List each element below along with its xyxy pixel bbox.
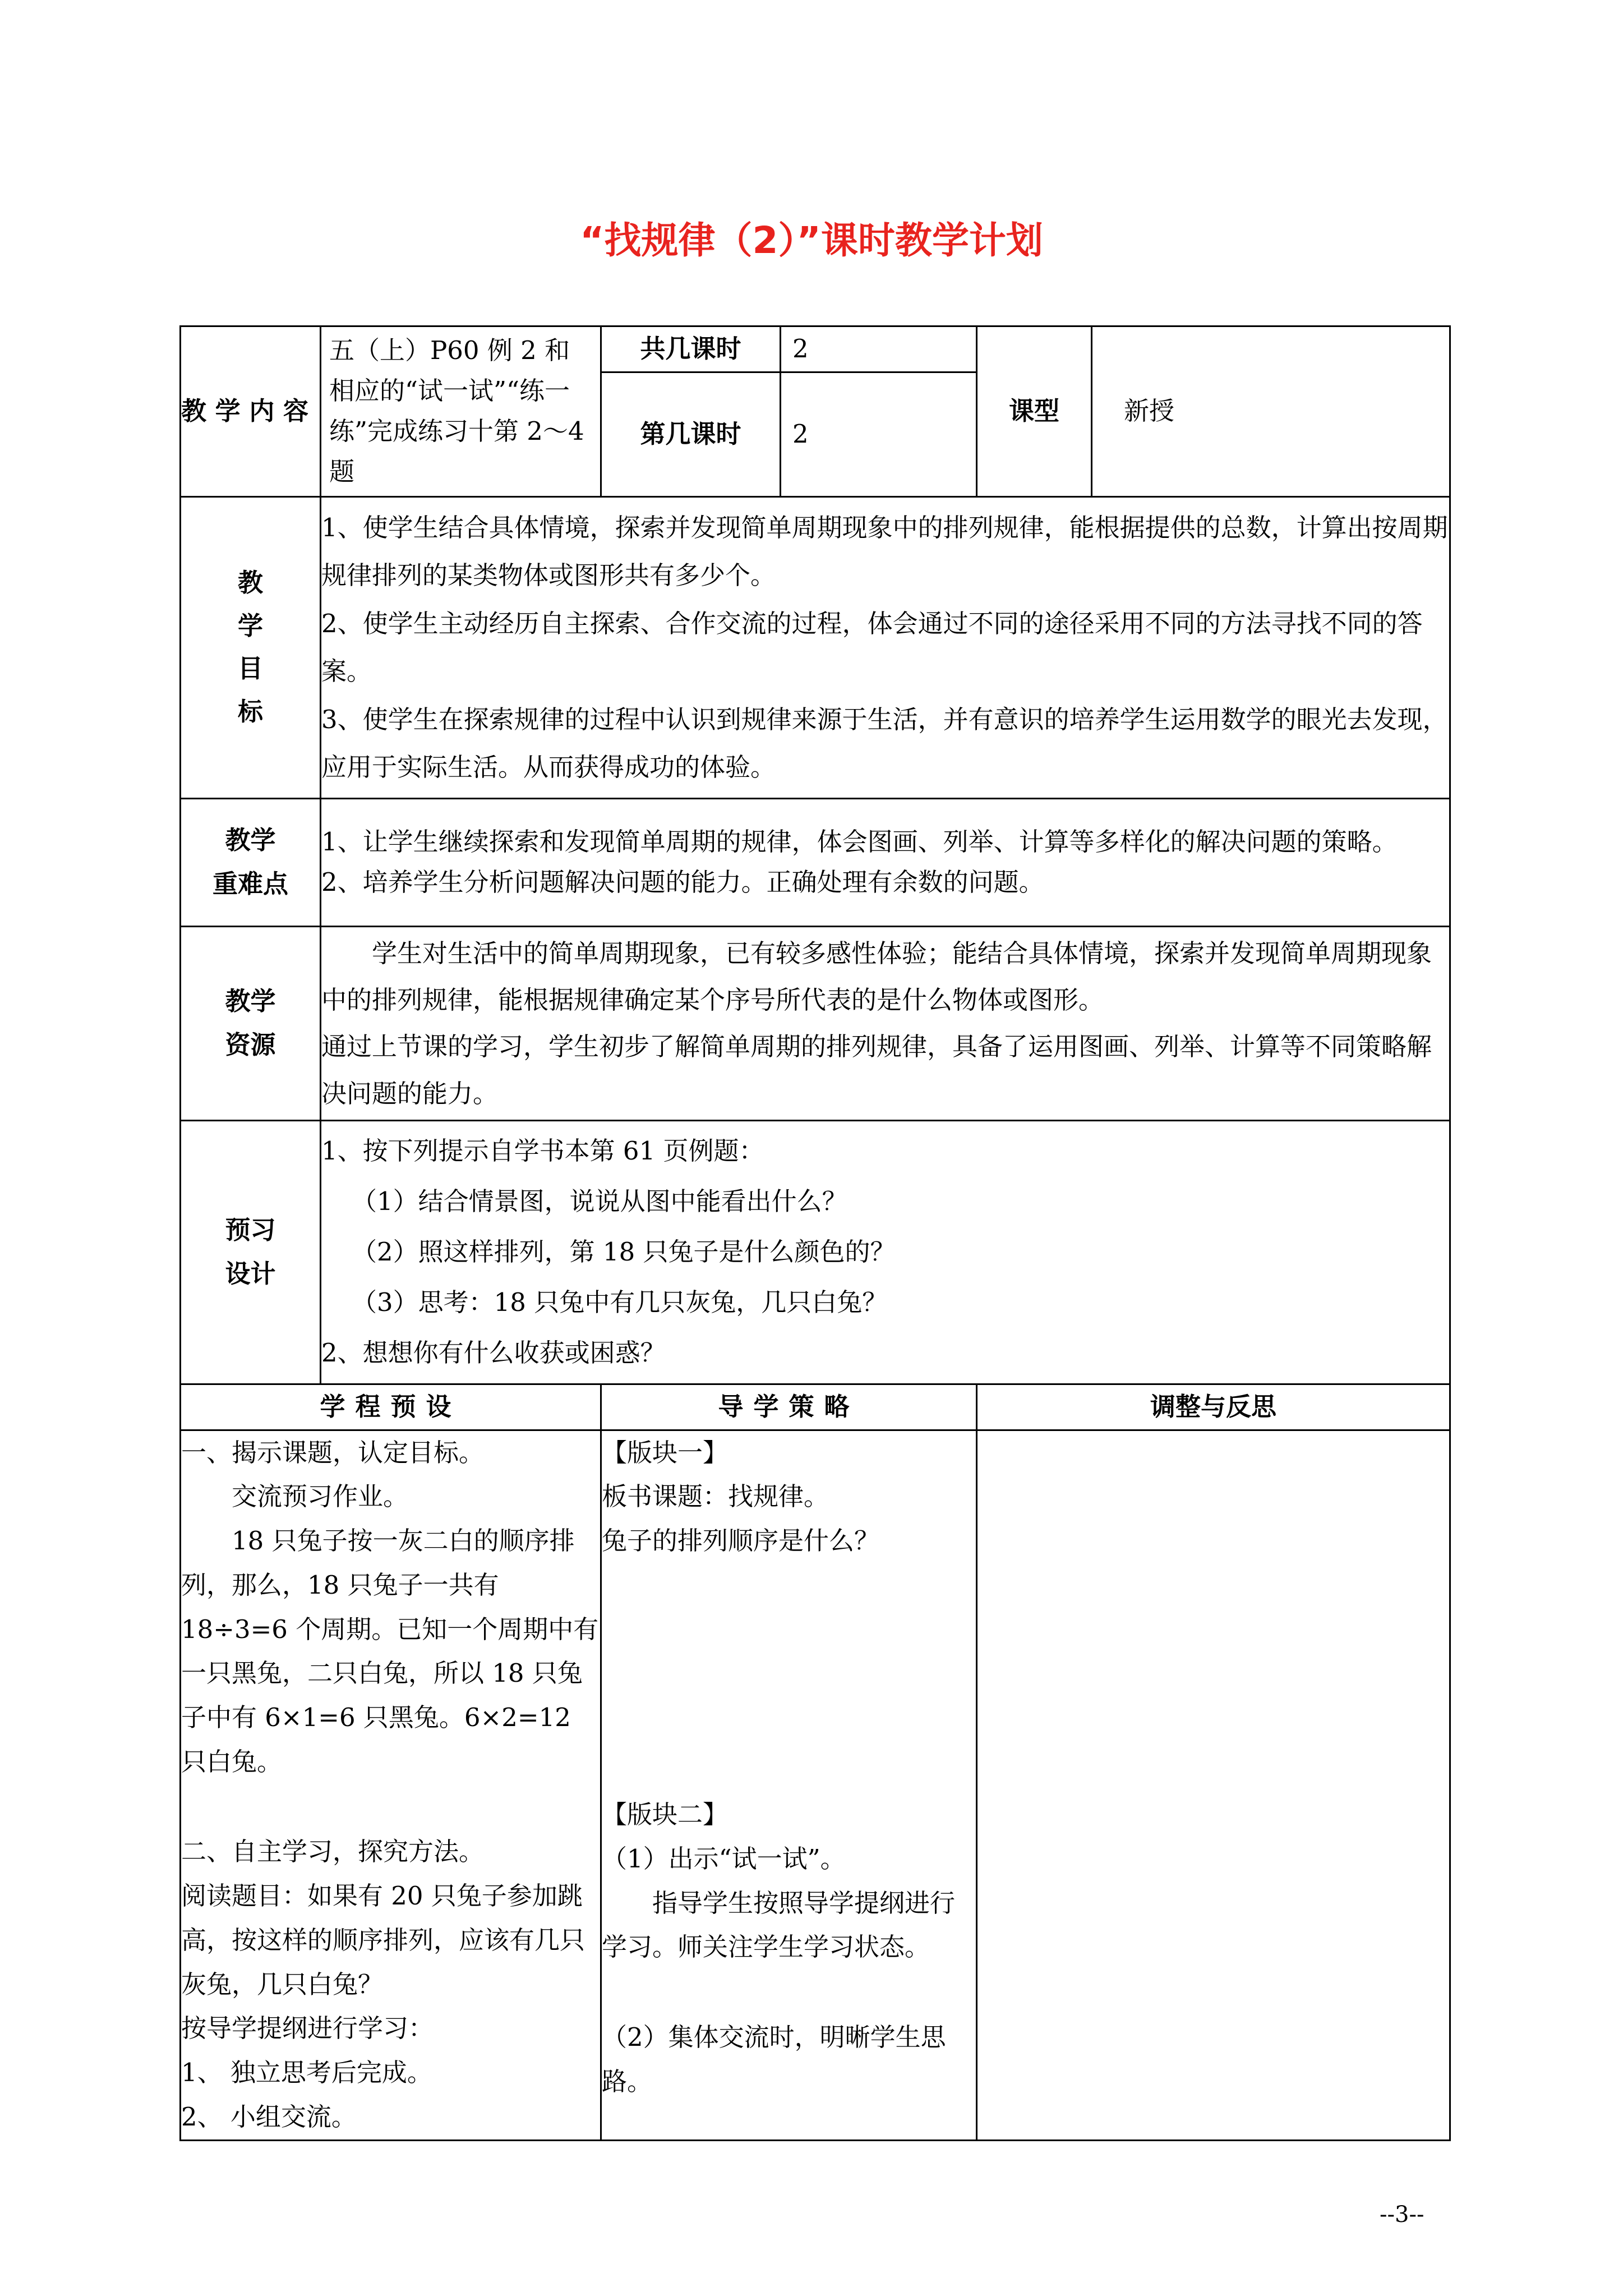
process-header: 学程预设 [181,1384,601,1430]
page-number: --3-- [1380,2202,1424,2228]
total-lessons-label: 共几课时 [601,326,781,372]
resources-label: 教学 资源 [181,926,321,1120]
resources-paragraph: 通过上节课的学习，学生初步了解简单周期的排列规律，具备了运用图画、列举、计算等不同策略解决问题的能力。 [321,1032,1432,1108]
strategy-line: 兔子的排列顺序是什么？ [602,1526,880,1556]
lesson-type-value: 新授 [1092,326,1450,497]
process-line: 18 只兔子按一灰二白的顺序排列，那么，18 只兔子一共有 18÷3=6 个周期。已知一个周期中有一只黑兔，二只白兔，所以 18 只兔子中有 6×1=6 只黑兔。6×2=12 只白兔。 [181,1526,599,1777]
goal-item: 3、使学生在探索规律的过程中认识到规律来源于生活，并有意识的培养学生运用数学的眼光去发现，应用于实际生活。从而获得成功的体验。 [321,704,1448,783]
resources-paragraph: 学生对生活中的简单周期现象，已有较多感性体验；能结合具体情境，探索并发现简单周期现象中的排列规律，能根据规律确定某个序号所代表的是什么物体或图形。 [321,938,1432,1015]
strategy-line: 板书课题：找规律。 [602,1481,829,1512]
difficulty-content [321,798,1450,926]
preview-content [321,1120,1450,1384]
preview-line: 2、想想你有什么收获或困惑？ [321,1338,666,1368]
difficulty-label: 教学 重难点 [181,798,321,926]
process-header-row [181,1384,1450,1430]
preview-row [181,1120,1450,1384]
reflection-column [977,1430,1450,2140]
content-value: 五（上）P60 例 2 和相应的“试一试”“练一练”完成练习十第 2～4 题 [321,326,601,497]
difficulty-row [181,798,1450,926]
preview-line: （2）照这样排列，第 18 只兔子是什么颜色的？ [352,1237,896,1267]
strategy-line: 【版块二】 [602,1800,728,1830]
reflection-header: 调整与反思 [977,1384,1450,1430]
lesson-plan-table [179,325,1451,2141]
strategy-line: 指导学生按照导学提纲进行学习。师关注学生学习状态。 [602,1888,956,1962]
info-row-1 [181,326,1450,372]
process-line: 1、 独立思考后完成。 [181,2058,432,2088]
goals-row [181,496,1450,798]
preview-label: 预习 设计 [181,1120,321,1384]
goal-item: 1、使学生结合具体情境，探索并发现简单周期现象中的排列规律，能根据提供的总数，计算出按周期规律排列的某类物体或图形共有多少个。 [321,512,1448,591]
difficulty-item: 1、让学生继续探索和发现简单周期的规律，体会图画、列举、计算等多样化的解决问题的策略。 [321,827,1398,857]
preview-line: （1）结合情景图，说说从图中能看出什么？ [352,1186,847,1217]
preview-line: 1、按下列提示自学书本第 61 页例题： [321,1136,764,1166]
content-label: 教 学 内 容 [181,326,321,497]
process-body-row [181,1430,1450,2140]
preview-line: （3）思考：18 只兔中有几只灰兔，几只白兔？ [352,1287,888,1318]
strategy-line: （1）出示“试一试”。 [602,1843,846,1874]
goals-label: 教学目标 [181,496,321,798]
resources-row [181,926,1450,1120]
process-column [181,1430,601,2140]
goals-content [321,496,1450,798]
process-line: 一、揭示课题，认定目标。 [181,1437,485,1467]
process-line: 交流预习作业。 [232,1481,409,1512]
process-line: 2、 小组交流。 [181,2101,357,2132]
lesson-type-label: 课型 [977,326,1092,497]
strategy-column [601,1430,977,2140]
current-lesson-label: 第几课时 [601,372,781,496]
total-lessons-value: 2 [781,326,977,372]
strategy-header: 导学策略 [601,1384,977,1430]
process-line: 按导学提纲进行学习： [181,2013,434,2044]
resources-content [321,926,1450,1120]
current-lesson-value: 2 [781,372,977,496]
page-title: “找规律（2）”课时教学计划 [580,219,1043,262]
strategy-line: （2）集体交流时，明晰学生思路。 [602,2022,946,2096]
difficulty-item: 2、培养学生分析问题解决问题的能力。正确处理有余数的问题。 [321,867,1044,898]
goal-item: 2、使学生主动经历自主探索、合作交流的过程，体会通过不同的途径采用不同的方法寻找不同的答案。 [321,608,1423,687]
process-line: 阅读题目：如果有 20 只兔子参加跳高，按这样的顺序排列，应该有几只灰兔，几只白兔？ [181,1881,585,1999]
strategy-line: 【版块一】 [602,1437,728,1467]
process-line: 二、自主学习，探究方法。 [181,1837,485,1867]
